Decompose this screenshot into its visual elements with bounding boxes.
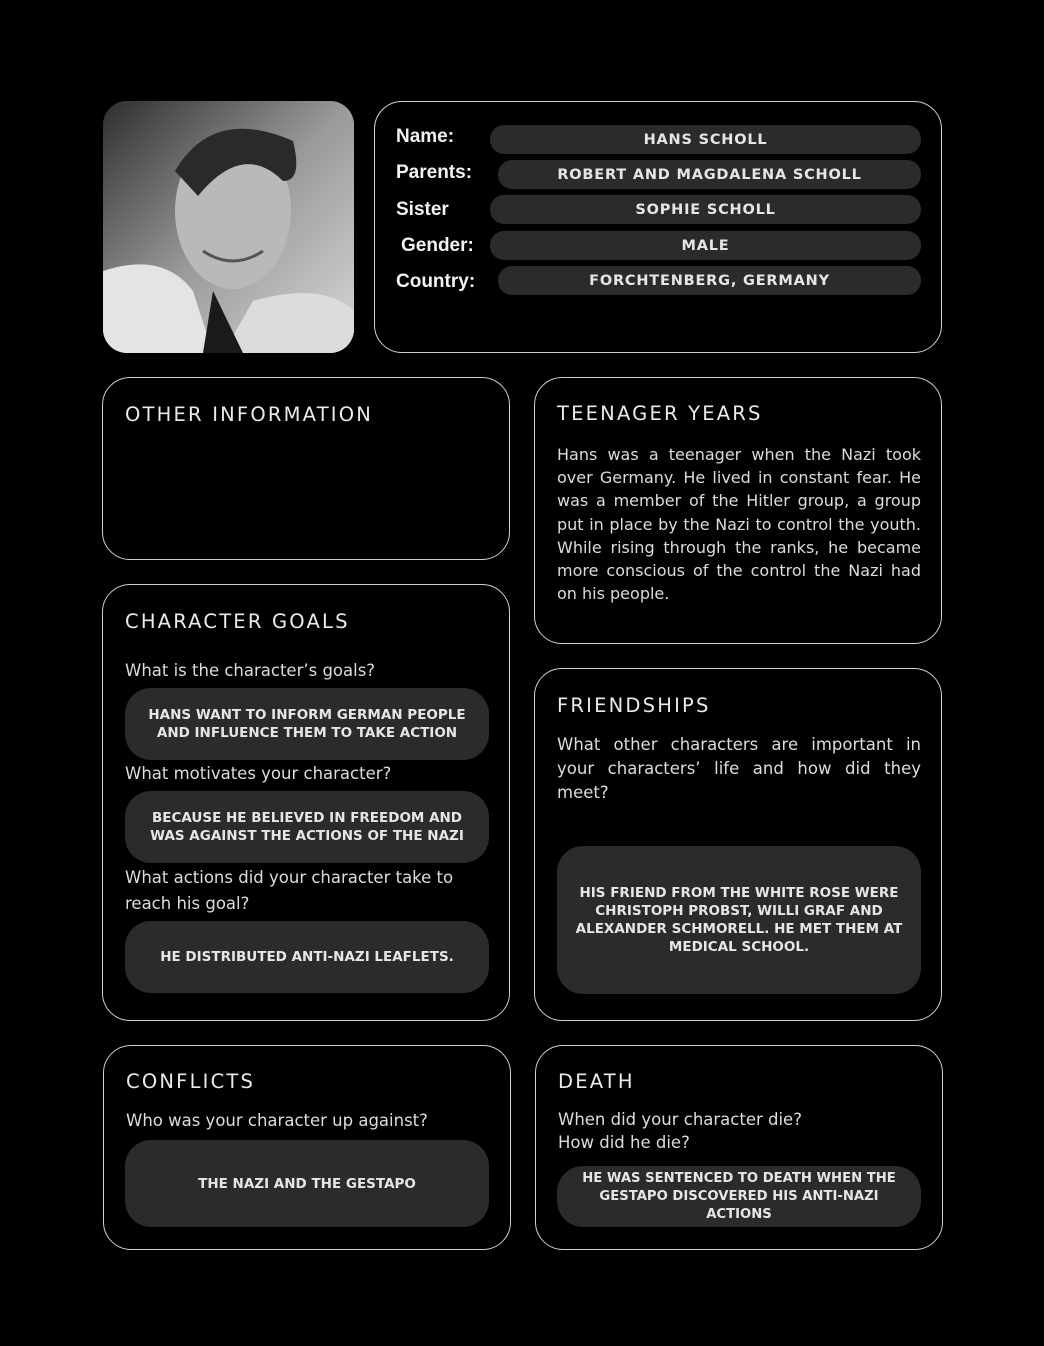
friendships-title: FRIENDSHIPS [557, 694, 711, 717]
other-information-card [102, 377, 510, 560]
parents-label: Parents: [396, 162, 473, 183]
actions-question: What actions did your character take to reach his goal? [125, 868, 454, 913]
character-goals-card [102, 584, 510, 1021]
motivation-answer: BECAUSE HE BELIEVED IN FREEDOM AND WAS AGAINST THE ACTIONS OF THE NAZI [125, 791, 489, 863]
friendships-question: What other characters are important in your characters’ life and how did they meet? [557, 735, 921, 802]
gender-label: Gender: [401, 235, 474, 256]
goals-question: What is the character’s goals? [125, 661, 376, 680]
other-information-title: OTHER INFORMATION [125, 403, 374, 426]
death-question-2: How did he die? [558, 1133, 690, 1152]
death-question-1: When did your character die? [558, 1110, 802, 1129]
teenager-years-text: Hans was a teenager when the Nazi took over Germany. He lived in constant fear. He was a member of the Hitler group, a group put in place by the Nazi to control the youth. While rising through the ranks, he became more conscious of the control the Nazi had on his people. [557, 445, 921, 604]
portrait-image [103, 101, 354, 353]
name-value: HANS SCHOLL [490, 125, 921, 154]
teenager-years-title: TEENAGER YEARS [557, 402, 763, 425]
death-answer: HE WAS SENTENCED TO DEATH WHEN THE GESTAPO DISCOVERED HIS ANTI-NAZI ACTIONS [557, 1166, 921, 1227]
friendships-card [534, 668, 942, 1021]
character-photo [103, 101, 354, 353]
sister-label: Sister [396, 199, 449, 220]
actions-answer: HE DISTRIBUTED ANTI-NAZI LEAFLETS. [125, 921, 489, 993]
goals-answer: HANS WANT TO INFORM GERMAN PEOPLE AND INFLUENCE THEM TO TAKE ACTION [125, 688, 489, 760]
conflicts-question: Who was your character up against? [126, 1111, 428, 1130]
friendships-answer: HIS FRIEND FROM THE WHITE ROSE WERE CHRISTOPH PROBST, WILLI GRAF AND ALEXANDER SCHMORELL. HE MET THEM AT MEDICAL SCHOOL. [557, 846, 921, 994]
death-title: DEATH [558, 1070, 635, 1093]
country-value: FORCHTENBERG, GERMANY [498, 266, 921, 295]
teenager-years-card [534, 377, 942, 644]
profile-card [374, 101, 942, 353]
country-label: Country: [396, 271, 476, 292]
gender-value: MALE [490, 231, 921, 260]
conflicts-card [103, 1045, 511, 1250]
conflicts-answer: THE NAZI AND THE GESTAPO [125, 1140, 489, 1227]
death-card [535, 1045, 943, 1250]
motivation-question: What motivates your character? [125, 764, 392, 783]
character-goals-title: CHARACTER GOALS [125, 610, 350, 633]
conflicts-title: CONFLICTS [126, 1070, 256, 1093]
parents-value: ROBERT AND MAGDALENA SCHOLL [498, 160, 921, 189]
name-label: Name: [396, 126, 455, 147]
sister-value: SOPHIE SCHOLL [490, 195, 921, 224]
